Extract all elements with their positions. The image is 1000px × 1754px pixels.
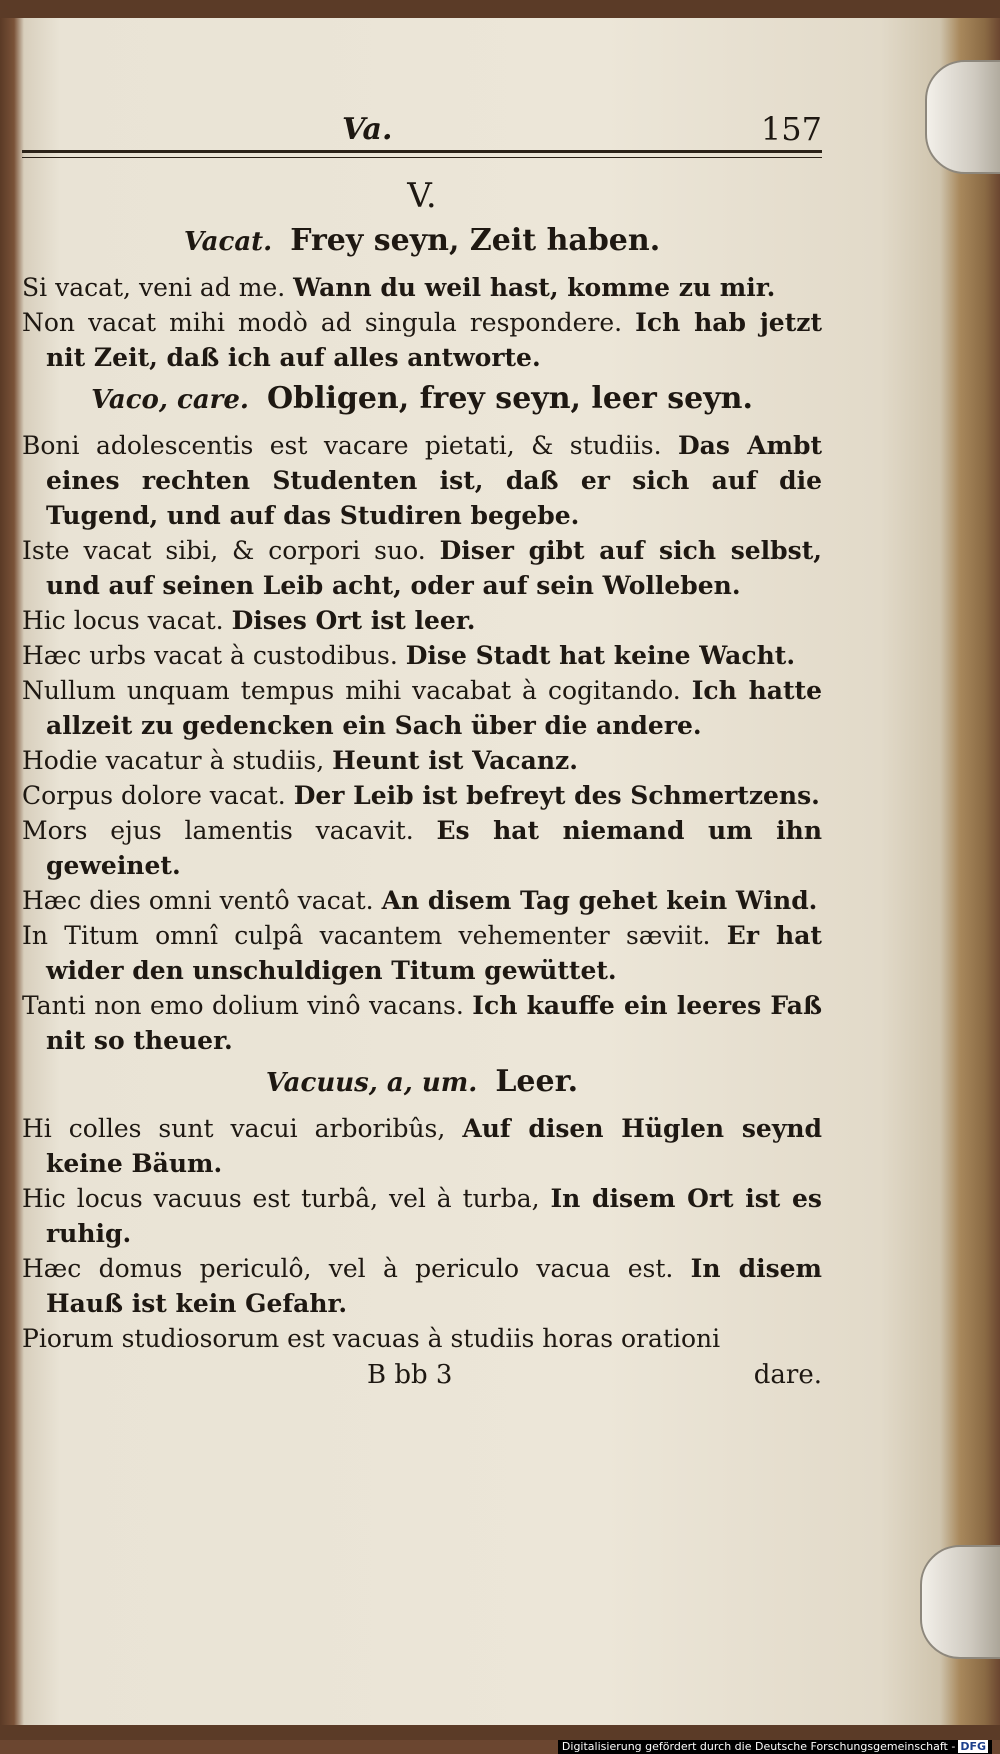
dictionary-entry	[22, 918, 822, 988]
page-clip-top	[925, 60, 1000, 174]
dictionary-entry	[22, 1111, 822, 1181]
dictionary-entry	[22, 270, 822, 305]
entry-latin: Hæc urbs vacat à custodibus.	[22, 641, 398, 670]
entry-german: Er hat wider den unschuldigen Titum gewüttet.	[46, 921, 822, 985]
page-footer	[22, 1358, 822, 1402]
entry-german: Der Leib ist befreyt des Schmertzens.	[293, 781, 820, 810]
entry-german: Ich hatte allzeit zu gedencken ein Sach über die andere.	[46, 676, 822, 740]
dictionary-entry	[22, 743, 822, 778]
entry-latin: Nullum unquam tempus mihi vacabat à cogitando.	[22, 676, 681, 705]
entry-german: In disem Ort ist es ruhig.	[46, 1184, 822, 1248]
page-number: 157	[760, 110, 822, 148]
dictionary-entry	[22, 1181, 822, 1251]
catchword: dare.	[753, 1360, 822, 1390]
dictionary-entry	[22, 1321, 822, 1356]
headword-latin: Vacuus, a, um.	[265, 1068, 478, 1098]
headword-german: Leer.	[495, 1064, 579, 1099]
headword-latin: Vaco, care.	[91, 385, 249, 415]
credit-text: Digitalisierung gefördert durch die Deutsche Forschungsgemeinschaft -	[561, 1740, 956, 1753]
headword-latin: Vacat.	[183, 227, 273, 257]
headword-line	[22, 221, 822, 262]
page-header	[22, 100, 822, 153]
dictionary-entry	[22, 778, 822, 813]
entry-latin: Piorum studiosorum est vacuas à studiis horas orationi	[22, 1324, 721, 1353]
entry-latin: Hæc dies omni ventô vacat.	[22, 886, 374, 915]
signature-mark: B bb 3	[367, 1360, 453, 1390]
page-bottom-edge	[0, 1725, 1000, 1740]
dictionary-entry	[22, 305, 822, 375]
entry-latin: Iste vacat sibi, & corpori suo.	[22, 536, 426, 565]
dictionary-entry	[22, 1251, 822, 1321]
digitization-credit	[558, 1740, 992, 1754]
entry-german: An disem Tag gehet kein Wind.	[381, 886, 818, 915]
text-block	[22, 100, 822, 1402]
dictionary-entry	[22, 603, 822, 638]
headword-line	[22, 1062, 822, 1103]
dictionary-entry	[22, 533, 822, 603]
dfg-logo: DFG	[960, 1740, 986, 1753]
dictionary-entry	[22, 883, 822, 918]
entry-latin: Hodie vacatur à studiis,	[22, 746, 325, 775]
page-clip-bottom	[920, 1545, 1000, 1659]
section-letter: V.	[407, 176, 437, 216]
entry-latin: Hæc domus periculô, vel à periculo vacua est.	[22, 1254, 674, 1283]
entry-latin: Hi colles sunt vacui arboribûs,	[22, 1114, 446, 1143]
dictionary-entry	[22, 673, 822, 743]
entry-latin: Hic locus vacat.	[22, 606, 224, 635]
entry-german: Heunt ist Vacanz.	[332, 746, 578, 775]
entry-german: Ich kauffe ein leeres Faß nit so theuer.	[46, 991, 822, 1055]
entry-latin: In Titum omnî culpâ vacantem vehementer sæviit.	[22, 921, 711, 950]
headword-german: Frey seyn, Zeit haben.	[290, 223, 661, 258]
running-head: Va.	[342, 112, 393, 147]
entry-latin: Hic locus vacuus est turbâ, vel à turba,	[22, 1184, 540, 1213]
headword-german: Obligen, frey seyn, leer seyn.	[266, 381, 753, 416]
dictionary-entry	[22, 813, 822, 883]
entry-latin: Si vacat, veni ad me.	[22, 273, 286, 302]
dictionary-entry	[22, 988, 822, 1058]
dictionary-sections	[22, 221, 822, 1356]
entry-german: In disem Hauß ist kein Gefahr.	[46, 1254, 822, 1318]
entry-latin: Corpus dolore vacat.	[22, 781, 286, 810]
entry-latin: Mors ejus lamentis vacavit.	[22, 816, 414, 845]
entry-german: Das Ambt eines rechten Studenten ist, daß er sich auf die Tugend, und auf das Studiren begebe.	[46, 431, 822, 530]
dictionary-entry	[22, 428, 822, 533]
entry-latin: Non vacat mihi modò ad singula respondere.	[22, 308, 623, 337]
entry-german: Ich hab jetzt nit Zeit, daß ich auf alles antworte.	[46, 308, 822, 372]
entry-german: Dises Ort ist leer.	[231, 606, 476, 635]
entry-german: Dise Stadt hat keine Wacht.	[405, 641, 796, 670]
headword-line	[22, 379, 822, 420]
entry-german: Wann du weil hast, komme zu mir.	[293, 273, 776, 302]
page-top-edge	[0, 0, 1000, 18]
entry-latin: Boni adolescentis est vacare pietati, & studiis.	[22, 431, 662, 460]
entry-german: Es hat niemand um ihn geweinet.	[46, 816, 823, 880]
entry-german: Diser gibt auf sich selbst, und auf seinen Leib acht, oder auf sein Wolleben.	[46, 536, 822, 600]
entry-german: Auf disen Hüglen seynd keine Bäum.	[46, 1114, 822, 1178]
dictionary-entry	[22, 638, 822, 673]
entry-latin: Tanti non emo dolium vinô vacans.	[22, 991, 464, 1020]
